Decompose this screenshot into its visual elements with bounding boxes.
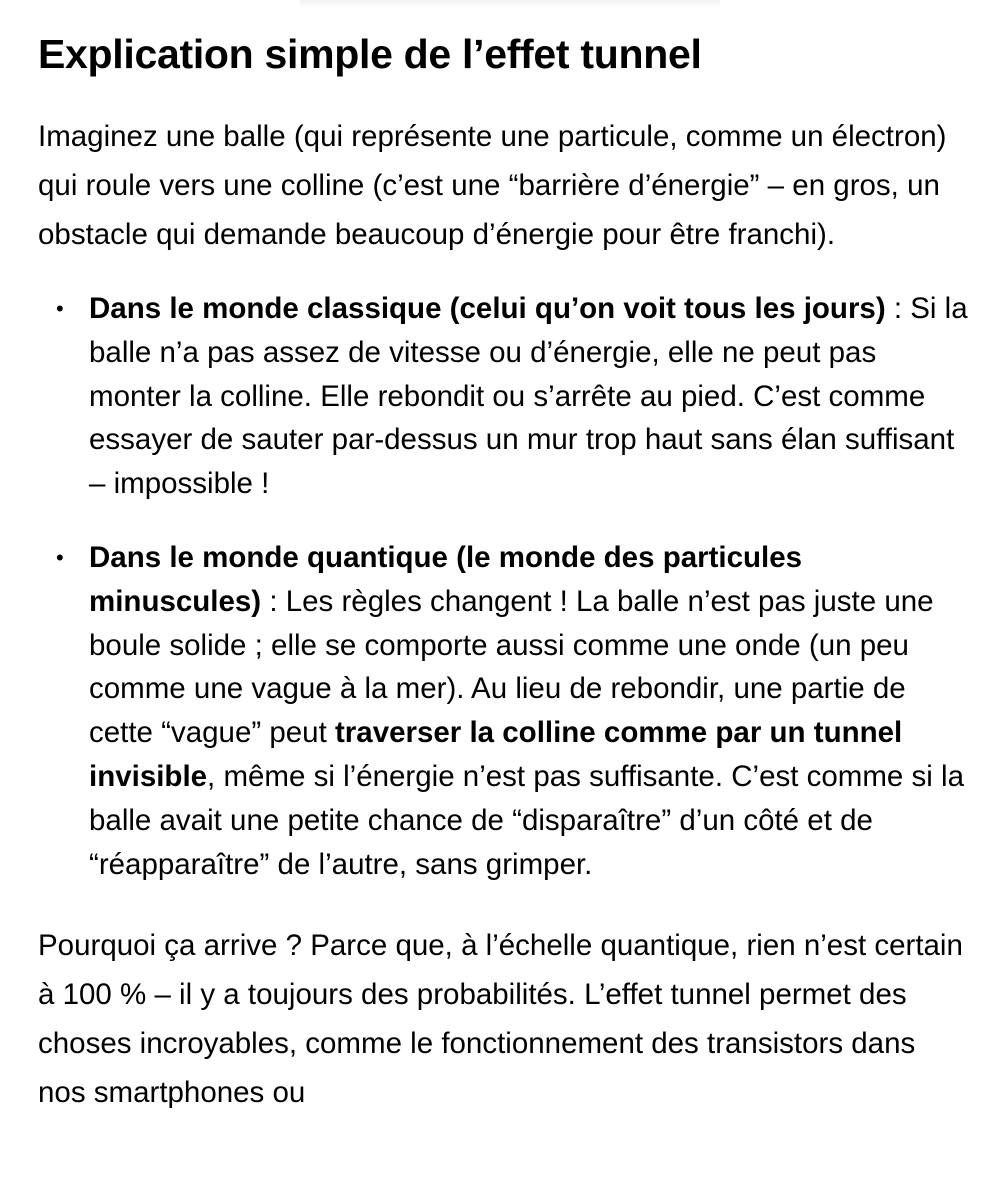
intro-paragraph: Imaginez une balle (qui représente une particule, comme un électron) qui roule vers une colline (c’est une “barrière d’énergie” – en gros, un obstacle qui demande beaucoup d’énergie pour être franchi).: [38, 120, 947, 251]
article: [38, 24, 968, 1117]
article-title: Explication simple de l’effet tunnel: [38, 31, 702, 77]
list-item-quantum: [38, 536, 968, 886]
bullet-dot-icon: •: [56, 544, 64, 570]
list-item-quantum-text: : Les règles changent ! La balle n’est pas juste une boule solide ; elle se comporte aussi comme une onde (un peu comme une vague à la mer). Au lieu de rebondir, une partie de cette “vague” peut: [89, 584, 934, 750]
bullet-list: [38, 287, 968, 886]
list-item-classical-heading: Dans le monde classique (celui qu’on voit tous les jours): [89, 292, 886, 325]
scroll-top-shadow: [300, 0, 720, 8]
list-item-quantum-emphasis: traverser la colline comme par un tunnel invisible: [89, 716, 903, 793]
bullet-dot-icon: •: [56, 296, 64, 321]
list-item-quantum-heading: Dans le monde quantique (le monde des particules minuscules): [89, 540, 803, 618]
list-item-quantum-text-end: , même si l’énergie n’est pas suffisante. C’est comme si la balle avait une petite chance de “disparaître” d’un côté et de “réapparaître” de l’autre, sans grimper.: [89, 759, 964, 881]
list-item-classical: [38, 287, 968, 506]
outro-paragraph: Pourquoi ça arrive ? Parce que, à l’échelle quantique, rien n’est certain à 100 % – il y a toujours des probabilités. L’effet tunnel permet des choses incroyables, comme le fonctionnement des transistors dans nos smartphones ou: [38, 929, 963, 1110]
list-item-classical-text: : Si la balle n’a pas assez de vitesse ou d’énergie, elle ne peut pas monter la colline. Elle rebondit ou s’arrête au pied. C’est comme essayer de sauter par-dessus un mur trop haut sans élan suffisant – impossible !: [89, 292, 968, 501]
